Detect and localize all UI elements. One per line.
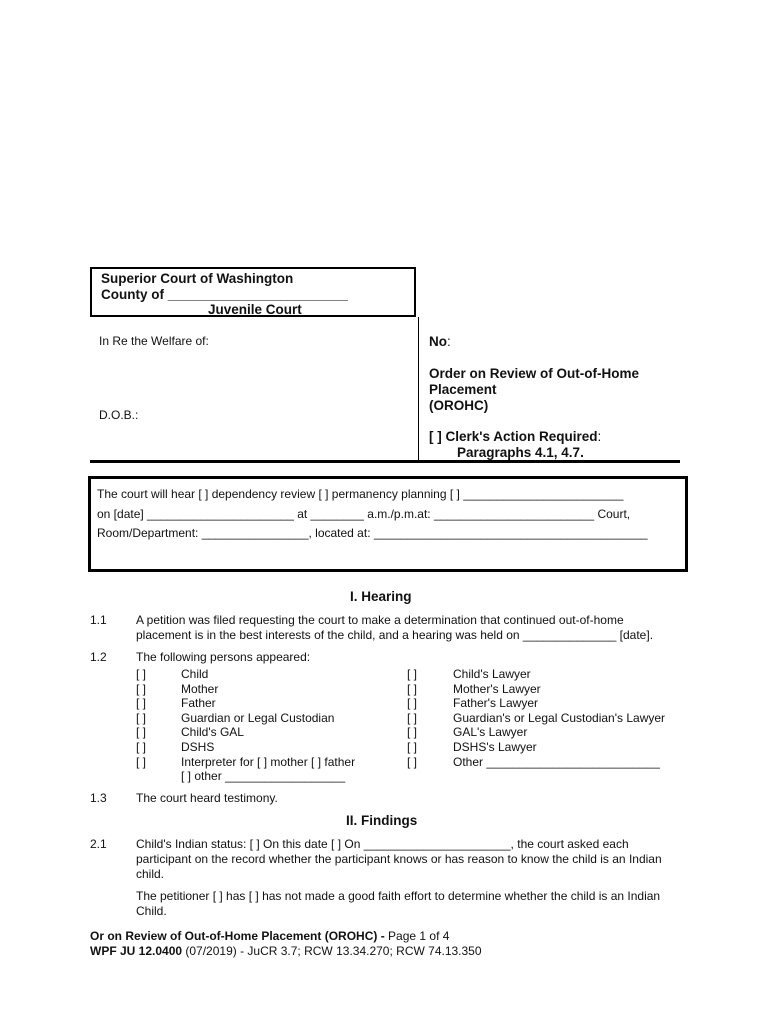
checkbox[interactable]: [ ] [407,667,418,681]
footer-citations: (07/2019) - JuCR 3.7; RCW 13.34.270; RCW 74.13.350 [182,944,482,958]
party-label: Father [181,696,216,711]
clerk-paragraphs: Paragraphs 4.1, 4.7. [457,445,584,460]
clerk-action-checkbox[interactable] [429,429,601,444]
checkbox[interactable]: [ ] [407,710,418,725]
caption-divider [418,317,419,461]
party-label: Guardian or Legal Custodian [181,710,335,725]
checkbox[interactable]: [ ] [407,725,418,740]
hearing-notice-line3[interactable]: Room/Department: ________________, located at: _________________________________________ [97,526,648,540]
checkbox[interactable]: [ ] [407,739,418,754]
court-name-box [90,267,416,317]
checkbox[interactable]: [ ] [136,710,147,725]
footer-form-line [90,944,482,958]
paragraph-2-1-petitioner: The petitioner [ ] has [ ] has not made a good faith effort to determine whether the child is an Indian Child. [136,889,661,918]
caption-rule [90,460,680,463]
clerk-action-label: [ ] Clerk's Action Required [429,429,598,444]
party-label: Father's Lawyer [453,696,538,711]
party-label: Mother's Lawyer [453,681,541,696]
party-label: DSHS's Lawyer [453,739,537,754]
hearing-notice-box [88,476,688,572]
document-title-abbrev: (OROHC) [429,398,489,413]
checkbox[interactable]: [ ] [136,754,147,769]
checkbox[interactable]: [ ] [136,667,147,681]
case-number-colon: : [447,334,451,349]
checkbox[interactable]: [ ] [407,754,418,769]
document-title-line2: Placement [429,382,497,397]
paragraph-2-1: Child's Indian status: [ ] On this date [ ] On ______________________, the court asked each participant on the record whether the participant knows or has reason to know the child is an Indian child. [136,837,662,881]
footer-page-number: Page 1 of 4 [384,929,450,943]
party-label: GAL's Lawyer [453,725,528,740]
section-hearing-heading: I. Hearing [350,589,412,604]
party-label: DSHS [181,739,215,754]
paragraph-1-3: The court heard testimony. [136,791,278,805]
paragraph-1-2: The following persons appeared: [136,650,311,664]
party-label: Child's GAL [181,725,244,740]
footer-title-line [90,929,449,943]
checkbox[interactable]: [ ] [407,681,418,696]
left-party-column [181,667,355,784]
other-party-field[interactable]: Other __________________________ [453,754,660,769]
paragraph-1-1: A petition was filed requesting the court to make a determination that continued out-of-home placement is in the best interests of the child, and a hearing was held on ______________ [date]. [136,613,654,642]
right-checkbox-column [407,667,417,769]
paragraph-number: 2.1 [90,837,107,851]
case-number-field[interactable] [429,334,451,349]
party-label: Guardian's or Legal Custodian's Lawyer [453,710,666,725]
party-label: Child's Lawyer [453,667,531,681]
checkbox[interactable]: [ ] [136,681,147,696]
party-label: Mother [181,681,219,696]
left-checkbox-column [136,667,146,769]
case-number-label: No [429,334,447,349]
footer-form-id: WPF JU 12.0400 [90,944,183,958]
party-label: Child [181,667,209,681]
checkbox[interactable]: [ ] [136,739,147,754]
party-label: Interpreter for [ ] mother [ ] father [181,754,356,769]
paragraph-number: 1.2 [90,650,107,664]
footer-form-title: Or on Review of Out-of-Home Placement (OROHC) - [90,929,385,943]
checkbox[interactable]: [ ] [136,696,147,711]
dob-label: D.O.B.: [99,408,139,422]
checkbox[interactable]: [ ] [407,696,418,711]
clerk-action-colon: : [597,429,602,444]
paragraph-number: 1.1 [90,613,107,627]
paragraph-number: 1.3 [90,791,107,805]
county-field[interactable]: County of ________________________ [101,287,348,302]
hearing-notice-line2[interactable]: on [date] ______________________ at ________ a.m./p.m.at: ________________________ Court, [97,507,631,521]
hearing-notice-line1[interactable]: The court will hear [ ] dependency review [ ] permanency planning [ ] ________________________ [97,487,624,501]
court-division: Juvenile Court [208,302,302,317]
court-name: Superior Court of Washington [101,271,294,286]
in-re-label: In Re the Welfare of: [99,334,209,348]
section-findings-heading: II. Findings [346,813,418,828]
right-party-column [453,667,665,769]
document-title-line1: Order on Review of Out-of-Home [429,366,640,381]
checkbox[interactable]: [ ] [136,725,147,740]
interpreter-other-field[interactable]: [ ] other __________________ [181,769,346,784]
